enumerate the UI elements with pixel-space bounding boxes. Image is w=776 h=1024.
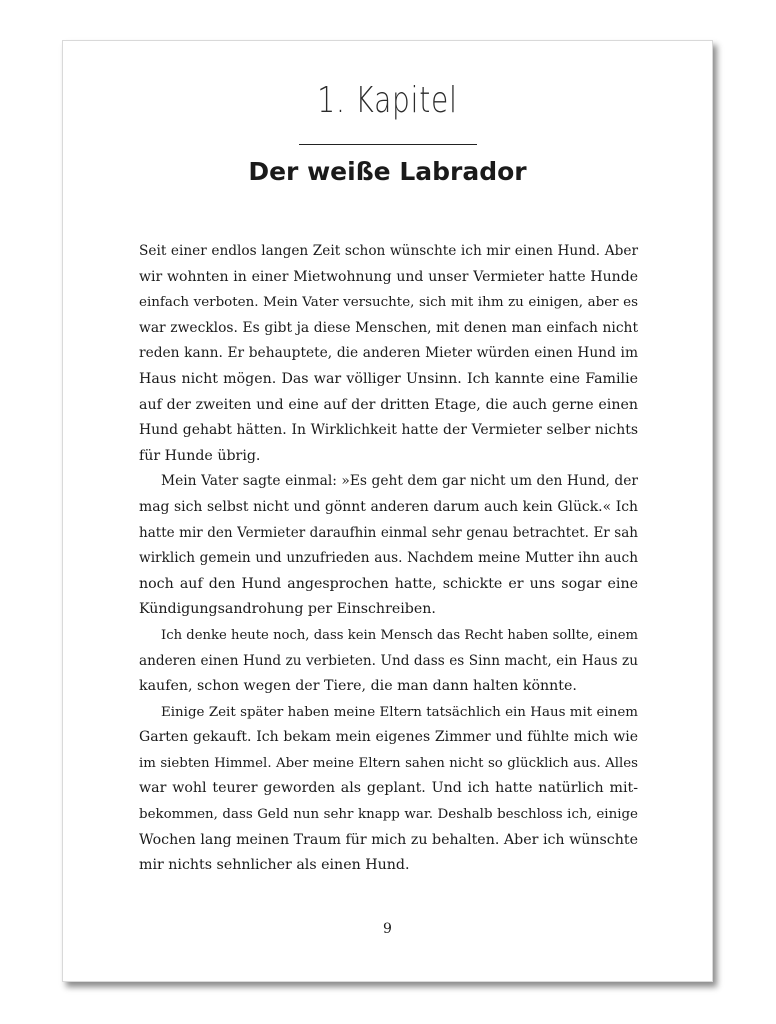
text-line: Mein Vater sagte einmal: »Es geht dem gar nicht um den Hund, der [161, 473, 638, 490]
text-line: wir wohnten in einer Mietwohnung und unser Vermieter hatte Hunde [139, 268, 638, 285]
paragraph [139, 623, 638, 700]
text-line: mag sich selbst nicht und gönnt anderen darum auch kein Glück.« Ich [139, 498, 638, 515]
chapter-number: 1. Kapitel [317, 80, 458, 121]
text-line: kaufen, schon wegen der Tiere, die man dann halten könnte. [139, 678, 577, 695]
text-line: auf der zweiten und eine auf der dritten Etage, die auch gerne einen [139, 396, 638, 413]
book-page [62, 40, 713, 982]
paragraph [139, 239, 638, 469]
text-line: bekommen, dass Geld nun sehr knapp war. Deshalb beschloss ich, einige [139, 807, 638, 823]
text-line: Ich denke heute noch, dass kein Mensch das Recht haben sollte, einem [161, 627, 638, 643]
chapter-divider [299, 144, 477, 145]
text-line: für Hunde übrig. [139, 447, 261, 464]
text-line: Haus nicht mögen. Das war völliger Unsinn. Ich kannte eine Familie [139, 370, 638, 387]
text-line: Einige Zeit später haben meine Eltern tatsächlich ein Haus mit einem [161, 704, 638, 720]
paragraph [139, 700, 638, 879]
text-line: mir nichts sehnlicher als einen Hund. [139, 857, 410, 874]
page-number: 9 [383, 921, 392, 937]
text-line: noch auf den Hund angesprochen hatte, schickte er uns sogar eine [139, 575, 638, 592]
text-line: im siebten Himmel. Aber meine Eltern sahen nicht so glücklich aus. Alles [139, 755, 638, 771]
text-line: Wochen lang meinen Traum für mich zu behalten. Aber ich wünschte [139, 831, 638, 848]
text-line: hatte mir den Vermieter daraufhin einmal sehr genau betrachtet. Er sah [139, 524, 638, 541]
chapter-title: Der weiße Labrador [248, 157, 527, 186]
text-line: war zwecklos. Es gibt ja diese Menschen, mit denen man einfach nicht [139, 319, 638, 336]
text-line: anderen einen Hund zu verbieten. Und dass es Sinn macht, ein Haus zu [139, 652, 638, 669]
paragraph [139, 469, 638, 623]
text-line: Garten gekauft. Ich bekam mein eigenes Zimmer und fühlte mich wie [139, 729, 638, 746]
body-text [139, 239, 638, 879]
text-line: Hund gehabt hätten. In Wirklichkeit hatte der Vermieter selber nichts [139, 422, 638, 439]
text-line: war wohl teurer geworden als geplant. Und ich hatte natürlich mit- [139, 780, 638, 797]
text-line: Kündigungsandrohung per Einschreiben. [139, 601, 436, 618]
text-line: wirklich gemein und unzufrieden aus. Nachdem meine Mutter ihn auch [139, 550, 638, 567]
text-line: reden kann. Er behauptete, die anderen Mieter würden einen Hund im [139, 345, 638, 362]
text-line: Seit einer endlos langen Zeit schon wünschte ich mir einen Hund. Aber [139, 243, 638, 259]
text-line: einfach verboten. Mein Vater versuchte, sich mit ihm zu einigen, aber es [139, 295, 638, 311]
